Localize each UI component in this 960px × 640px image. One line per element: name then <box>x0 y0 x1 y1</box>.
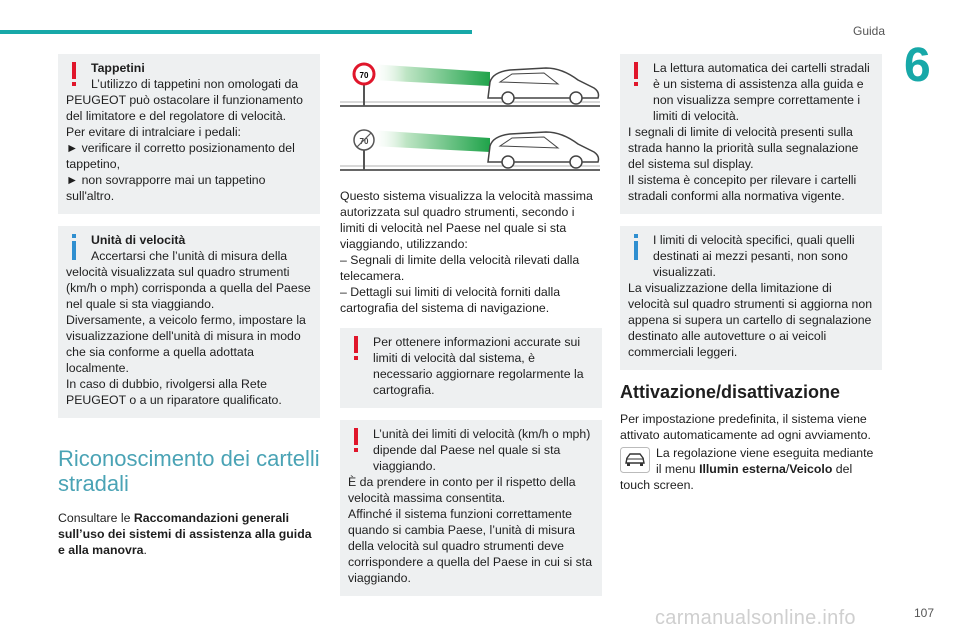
menu-separator: / <box>785 462 790 476</box>
box-text: limiti di velocità dal sistema, è necessario aggiornare regolarmente la cartografia. <box>373 351 584 397</box>
box-text: destinati ai mezzi pesanti, non sono visualizzati. <box>653 249 848 279</box>
illustration-svg <box>340 54 602 174</box>
intro-link-text: Raccomandazioni generali sull’uso dei sistemi di assistenza alla guida e alla manovra <box>58 511 312 557</box>
box-line: L’unità dei limiti di velocità (km/h o mph) <box>373 427 591 441</box>
intro-end: . <box>143 543 147 557</box>
info-icon <box>68 234 80 260</box>
menu-item-vehicle: Veicolo <box>789 462 833 476</box>
intro-text: Consultare le <box>58 511 134 525</box>
section-heading: Riconoscimento dei cartelli stradali <box>58 446 320 496</box>
warning-icon <box>350 336 362 362</box>
warning-icon <box>68 62 80 88</box>
car-wheel <box>640 463 643 466</box>
box-text: Per evitare di intralciare i pedali: <box>66 125 241 139</box>
box-text: I segnali di limite di velocità presenti sulla strada hanno la priorità sulla segnalazione del sistema sul display. <box>628 125 859 171</box>
box-text: Diversamente, a veicolo fermo, impostare la visualizzazione dell'unità di misura in modo che sia conforme a quella adottata localmente. <box>66 313 306 375</box>
column-left <box>58 54 320 558</box>
activation-heading: Attivazione/disattivazione <box>620 382 841 402</box>
box-text: In caso di dubbio, rivolgersi alla Rete PEUGEOT o a un riparatore qualificato. <box>66 377 282 407</box>
menu-instruction <box>620 445 882 493</box>
box-title: Unità di velocità <box>91 233 186 247</box>
icon-frame <box>621 448 650 473</box>
intro-paragraph <box>58 510 320 558</box>
box-text: PEUGEOT può ostacolare il funzionamento del limitatore e del regolatore di velocità. <box>66 93 303 123</box>
column-middle <box>340 54 602 608</box>
box-line: La lettura automatica dei cartelli stradali <box>653 61 870 75</box>
section-name: Guida <box>853 24 886 38</box>
box-text: Affinché il sistema funzioni correttamente quando si cambia Paese, l’unità di misura della velocità sul quadro strumenti deve corrispondere a quella del Paese in cui si sta viaggiando. <box>348 507 593 585</box>
box-line: L’utilizzo di tappetini non omologati da <box>91 77 299 91</box>
camera-beam <box>370 64 490 86</box>
box-text: velocità visualizzata sul quadro strumenti (km/h o mph) corrisponda a quella del Paese nel quale si sta viaggiando. <box>66 265 311 311</box>
box-text: Il sistema è concepito per rilevare i cartelli stradali conformi alla normativa vigente. <box>628 173 857 203</box>
box-text: dipende dal Paese nel quale si sta viaggiando. <box>373 443 561 473</box>
info-box-speed-units <box>58 226 320 418</box>
body-dash-item: – Dettagli sui limiti di velocità forniti dalla cartografia del sistema di navigazione. <box>340 285 561 315</box>
activation-text <box>620 411 882 493</box>
box-text: è un sistema di assistenza alla guida e non visualizza sempre correttamente i limiti di velocità. <box>653 77 864 123</box>
box-title: Tappetini <box>91 61 145 75</box>
car-settings-icon <box>620 447 650 473</box>
warning-icon <box>630 62 642 88</box>
wheel-icon <box>502 156 514 168</box>
box-line: I limiti di velocità specifici, quali quelli <box>653 233 855 247</box>
box-bullet: ► non sovrapporre mai un tappetino sull'altro. <box>66 173 266 203</box>
warning-box-mats <box>58 54 320 214</box>
column-right <box>620 54 882 493</box>
watermark: carmanualsonline.info <box>655 607 856 629</box>
system-description <box>340 188 602 316</box>
camera-beam <box>370 130 490 152</box>
warning-box-map-update <box>340 328 602 408</box>
wheel-icon <box>570 156 582 168</box>
sign-value: 70 <box>359 71 369 80</box>
box-line: Accertarsi che l’unità di misura della <box>91 249 288 263</box>
info-box-specific-limits <box>620 226 882 370</box>
body-paragraph: Questo sistema visualizza la velocità massima autorizzata sul quadro strumenti, secondo i limiti di velocità nel Paese nel quale si sta viaggiando, utilizzando: <box>340 189 593 251</box>
header-accent-bar <box>0 30 472 34</box>
wheel-icon <box>570 92 582 104</box>
box-text: La visualizzazione della limitazione di velocità sul quadro strumenti si aggiorna non appena si supera un cartello di segnalazione destinato alle autovetture o ai veicoli commerciali leggeri. <box>628 281 873 359</box>
menu-text: La regolazione viene eseguita mediante il menu <box>656 446 874 476</box>
chapter-number: 6 <box>904 39 931 92</box>
warning-box-reading <box>620 54 882 214</box>
box-line: Per ottenere informazioni accurate sui <box>373 335 581 349</box>
page-number: 107 <box>914 606 935 620</box>
box-bullet: ► verificare il corretto posizionamento del tappetino, <box>66 141 295 171</box>
wheel-icon <box>502 92 514 104</box>
car-wheel <box>627 463 630 466</box>
box-text: È da prendere in conto per il rispetto della velocità massima consentita. <box>348 475 576 505</box>
menu-text-end: del touch screen. <box>620 462 853 492</box>
body-dash-item: – Segnali di limite della velocità rilevati dalla telecamera. <box>340 253 580 283</box>
info-icon <box>630 234 642 260</box>
car-settings-svg <box>620 447 650 473</box>
body-paragraph: Per impostazione predefinita, il sistema viene attivato automaticamente ad ogni avviamento. <box>620 412 871 442</box>
warning-icon <box>350 428 362 454</box>
menu-item-lights: Illumin esterna <box>699 462 786 476</box>
traffic-sign-illustration <box>340 54 602 174</box>
sign-value: 70 <box>359 137 369 146</box>
warning-box-units <box>340 420 602 596</box>
